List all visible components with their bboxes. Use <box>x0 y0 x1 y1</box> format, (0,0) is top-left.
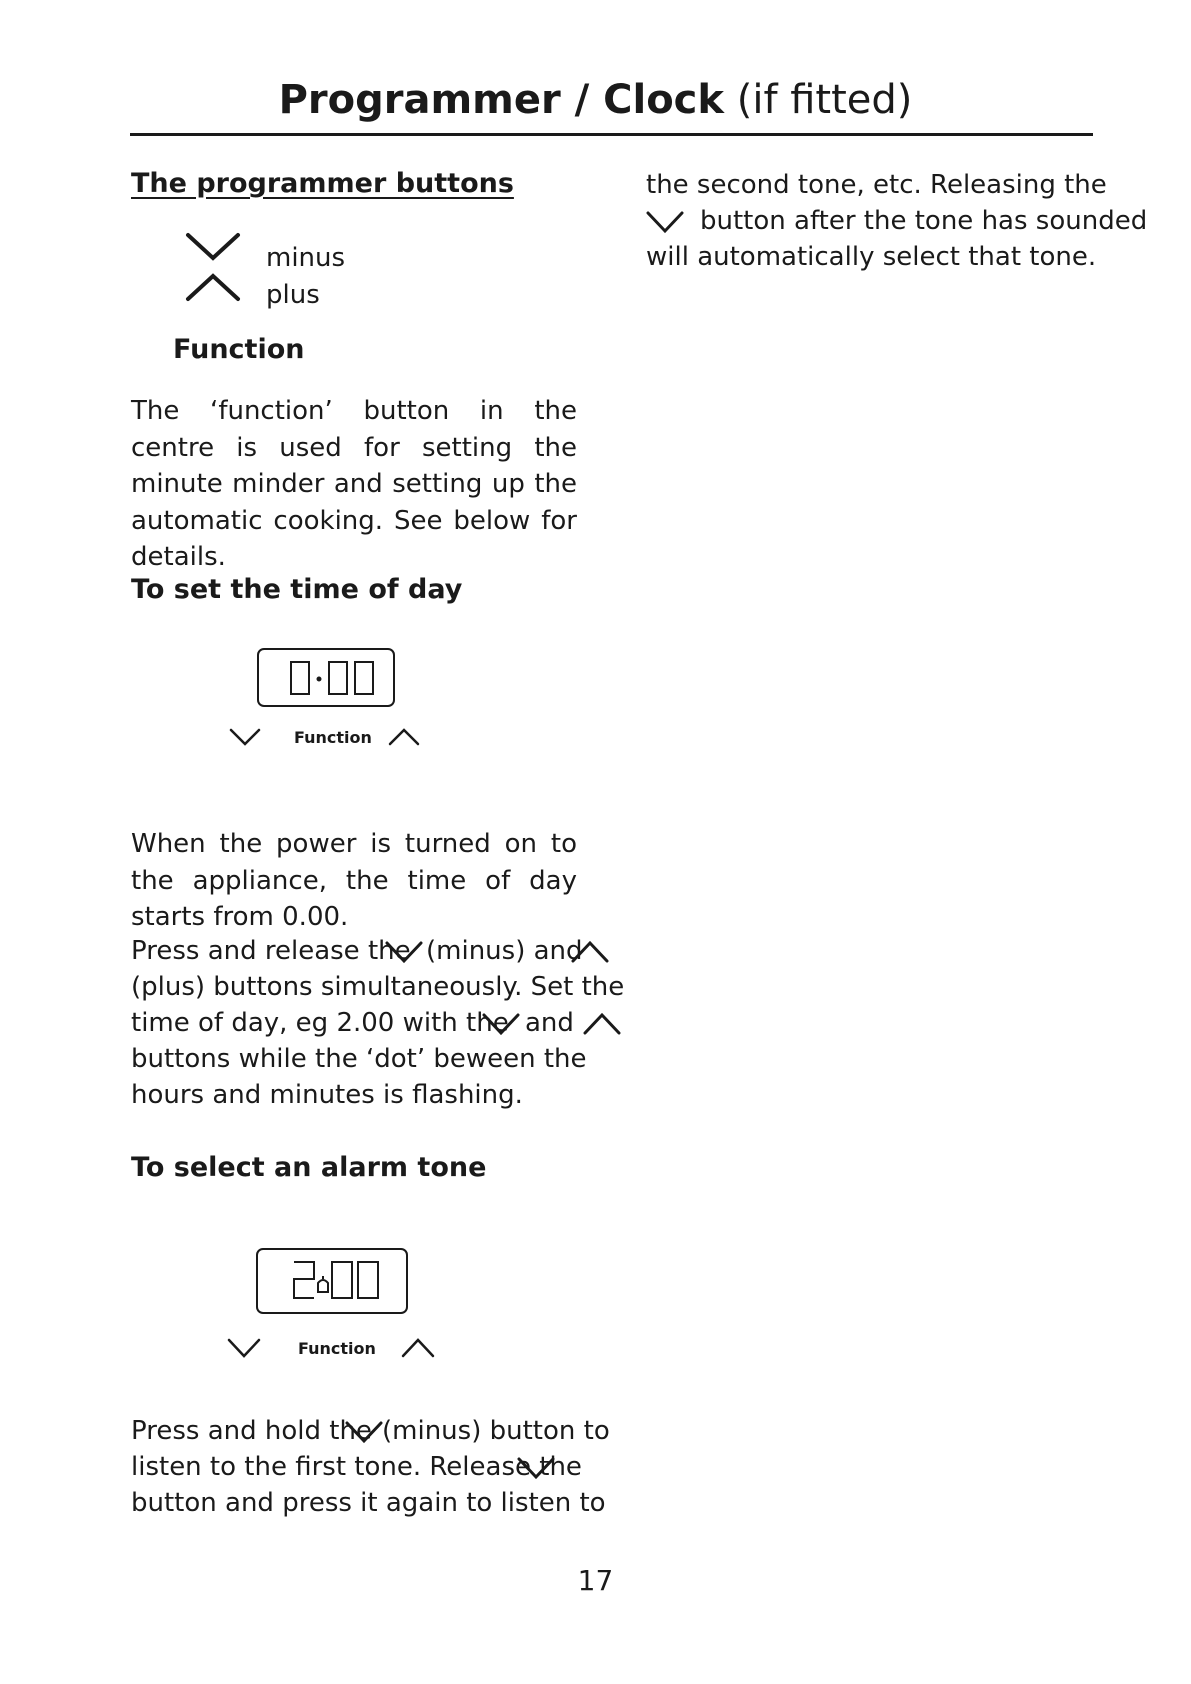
text-segment: Press and release the <box>131 936 411 966</box>
time-instruction-line-5: hours and minutes is flashing. <box>131 1080 523 1110</box>
right-line-1: the second tone, etc. Releasing the <box>646 170 1107 200</box>
minus-icon <box>385 940 423 964</box>
alarm-instruction-line-1b: (minus) button to <box>382 1416 610 1446</box>
plus-icon <box>571 940 609 964</box>
page-number: 17 <box>577 1564 614 1597</box>
function-heading: Function <box>173 334 305 365</box>
time-of-day-heading: To set the time of day <box>131 574 463 605</box>
display-time-of-day <box>257 648 395 707</box>
seven-segment-reading-0-00 <box>259 650 393 705</box>
minus-label: minus <box>266 243 346 273</box>
right-line-3: will automatically select that tone. <box>646 242 1097 272</box>
programmer-buttons-heading: The programmer buttons <box>131 168 514 199</box>
minus-button-icon <box>230 728 260 746</box>
alarm-instruction-line-1a: Press and hold the <box>131 1416 372 1446</box>
plus-button-icon <box>402 1338 434 1358</box>
title-suffix: (if fitted) <box>736 77 913 123</box>
plus-icon <box>186 272 242 302</box>
time-instruction-line-1b: (minus) and <box>426 936 583 966</box>
time-instruction-line-1 <box>131 936 411 966</box>
minus-icon <box>646 210 684 234</box>
seven-segment-reading-2-00 <box>258 1250 406 1312</box>
function-button-label: Function <box>294 728 372 747</box>
minus-button-icon <box>228 1338 260 1358</box>
title-main: Programmer / Clock <box>278 77 724 123</box>
time-instruction-line-3: time of day, eg 2.00 with the <box>131 1008 509 1038</box>
plus-button-icon <box>389 728 419 746</box>
minus-icon <box>186 232 242 262</box>
alarm-instruction-line-2: listen to the first tone. Release the <box>131 1452 582 1482</box>
function-button-label: Function <box>298 1339 376 1358</box>
time-of-day-intro: When the power is turned on to the appliance, the time of day starts from 0.00. <box>131 829 577 932</box>
minus-icon <box>482 1012 520 1036</box>
display-alarm <box>256 1248 408 1314</box>
minus-icon <box>345 1420 383 1444</box>
page-title <box>0 74 1191 126</box>
plus-label: plus <box>266 280 320 310</box>
function-description: The ‘function’ button in the centre is used for setting the minute minder and setting up the automatic cooking. See below for details. <box>131 396 577 572</box>
right-line-2: button after the tone has sounded <box>700 206 1148 236</box>
alarm-instruction-line-3: button and press it again to listen to <box>131 1488 606 1518</box>
alarm-tone-heading: To select an alarm tone <box>131 1152 487 1183</box>
time-instruction-line-4: buttons while the ‘dot’ beween the <box>131 1044 587 1074</box>
time-instruction-line-2: (plus) buttons simultaneously. Set the <box>131 972 625 1002</box>
time-instruction-line-3b: and <box>525 1008 574 1038</box>
title-rule <box>130 133 1093 136</box>
minus-icon <box>517 1456 555 1480</box>
plus-icon <box>583 1012 621 1036</box>
